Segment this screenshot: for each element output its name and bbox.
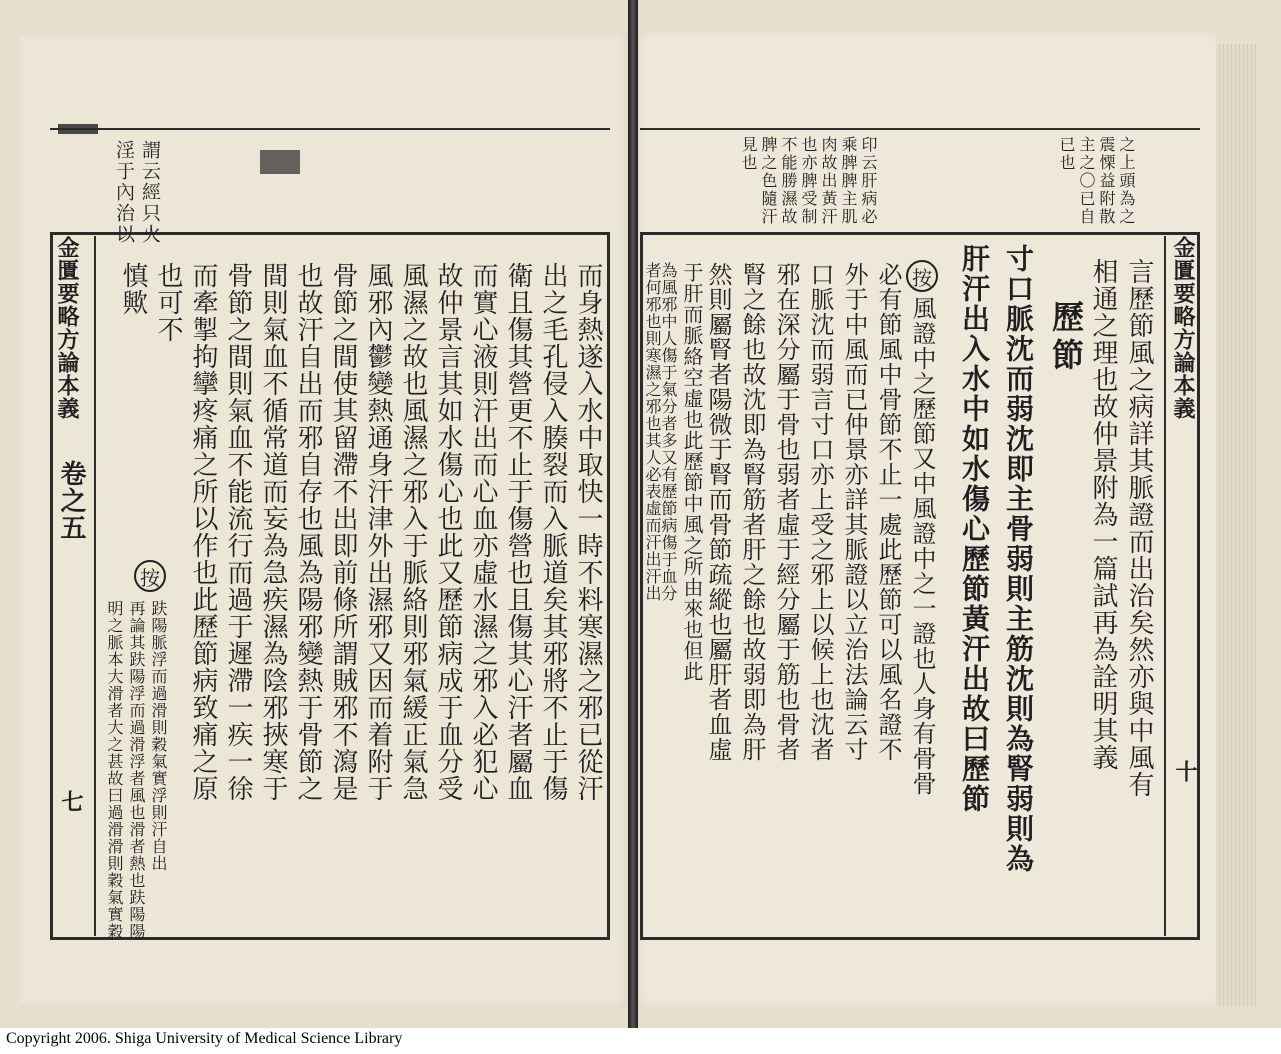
left-text-column: 故仲景言其如水傷心也此又歷節病成于血分受 (433, 262, 463, 802)
copyright-notice: Copyright 2006. Shiga University of Medical Science Library (6, 1030, 403, 1047)
left-text-column: 明之脈本大滑者大之甚故曰過滑滑則穀氣實穀 (105, 600, 124, 940)
left-text-column: 而牽掣拘攣疼痛之所以作也此歷節病致痛之原 (188, 262, 218, 802)
left-top-note-2: 淫于內治以 (113, 140, 135, 245)
section-heading: 歷節 (1047, 300, 1085, 376)
left-text-column: 也可不 (153, 262, 183, 343)
right-text-column: 外于中風而已仲景亦詳其脈證以立治法論云寸 (840, 262, 868, 762)
right-top-note: 見也 (739, 136, 758, 172)
right-text-column: 相通之理也故仲景附為一篇試再為詮明其義 (1088, 258, 1118, 771)
right-main-text-column: 肝汗出入水中如水傷心歷節黃汗出故曰歷節 (958, 244, 991, 814)
right-text-column: 必有節風中骨節不止一處此歷節可以風名證不 (874, 262, 902, 762)
bullet-marker: 按 (134, 560, 166, 592)
right-text-column: 風證中之歷節又中風證中之一證也人身有骨骨 (908, 296, 936, 796)
right-top-note: 主之〇已自 (1077, 136, 1096, 226)
right-text-column: 于肝而脈絡空虛也此歷節中風之所由來也但此 (680, 262, 704, 682)
page-edges (1216, 44, 1256, 1006)
right-top-note: 不能勝濕故 (779, 136, 798, 226)
right-text-column: 邪在深分屬于骨也弱者虛于經分屬于筋也骨者 (772, 262, 800, 762)
left-margin-volume: 卷之五 (56, 460, 86, 541)
left-text-column: 出之毛孔侵入腠裂而入脈道矣其邪將不止于傷 (538, 262, 568, 802)
right-margin-title: 金匱要略方論本義 (1170, 236, 1196, 420)
left-text-column: 衛且傷其營更不止于傷營也且傷其心汗者屬血 (503, 262, 533, 802)
left-text-column: 風邪內鬱變熱通身汗津外出濕邪又因而着附于 (363, 262, 393, 802)
left-margin-rule (94, 236, 96, 936)
right-text-column: 者何邪也則寒濕之邪也其人必表虛而汗出汗出 (643, 262, 662, 602)
right-main-text-column: 寸口脈沈而弱沈即主骨弱則主筋沈則為腎弱則為 (1002, 244, 1035, 874)
left-text-column: 再論其趺陽浮而過滑浮者風也滑者熱也趺陽陽 (127, 600, 146, 940)
right-text-column: 口脈沈而弱言寸口亦上受之邪上以候上也沈者 (806, 262, 834, 762)
left-top-rule (50, 128, 610, 130)
ink-smudge (260, 150, 300, 174)
left-text-column: 而身熱遂入水中取快一時不料寒濕之邪已從汗 (573, 262, 603, 802)
left-text-column: 慎歟 (118, 262, 148, 316)
right-top-note: 肉故出黃汗 (819, 136, 838, 226)
right-page-number: 十 (1172, 760, 1198, 782)
left-text-column: 骨節之間使其留滯不出即前條所謂賊邪不瀉是 (328, 262, 358, 802)
right-top-note: 之上頭為之 (1117, 136, 1136, 226)
right-top-note: 印云肝病必 (859, 136, 878, 226)
right-margin-rule (1164, 236, 1166, 936)
left-top-note-1: 謂云經只火 (139, 140, 161, 245)
right-top-note: 乘脾脾主肌 (839, 136, 858, 226)
ink-smudge (58, 124, 98, 134)
book-spine (628, 0, 638, 1028)
right-top-rule (640, 128, 1200, 130)
right-text-column: 言歷節風之病詳其脈證而出治矣然亦與中風有 (1124, 258, 1154, 798)
right-top-note: 脾之色隨汗 (759, 136, 778, 226)
right-top-note: 震慄益附散 (1097, 136, 1116, 226)
left-text-column: 骨節之間則氣血不能流行而過于遲滯一疾一徐 (223, 262, 253, 802)
right-text-column: 為風邪中人傷于氣分者多又有歷節病傷于血分 (659, 262, 678, 602)
left-margin-title: 金匱要略方論本義 (54, 236, 80, 420)
left-text-column: 風濕之故也風濕之邪入于脈絡則邪氣緩正氣急 (398, 262, 428, 802)
left-text-column: 趺陽脈浮而過滑則穀氣實浮則汗自出 (149, 600, 168, 872)
right-text-column: 然則屬腎者陽微于腎而骨節疏縱也屬肝者血虛 (704, 262, 732, 762)
right-text-column: 腎之餘也故沈即為腎筋者肝之餘也故弱即為肝 (738, 262, 766, 762)
bullet-marker: 按 (906, 260, 938, 292)
left-text-column: 而實心液則汗出而心血亦虛水濕之邪入必犯心 (468, 262, 498, 802)
right-top-note: 已也 (1057, 136, 1076, 172)
left-page-number: 七 (58, 790, 84, 812)
left-text-column: 間則氣血不循常道而妄為急疾濕為陰邪挾寒于 (258, 262, 288, 802)
right-top-note: 也亦脾受制 (799, 136, 818, 226)
left-text-column: 也故汗自出而邪自存也風為陽邪變熱于骨節之 (293, 262, 323, 802)
